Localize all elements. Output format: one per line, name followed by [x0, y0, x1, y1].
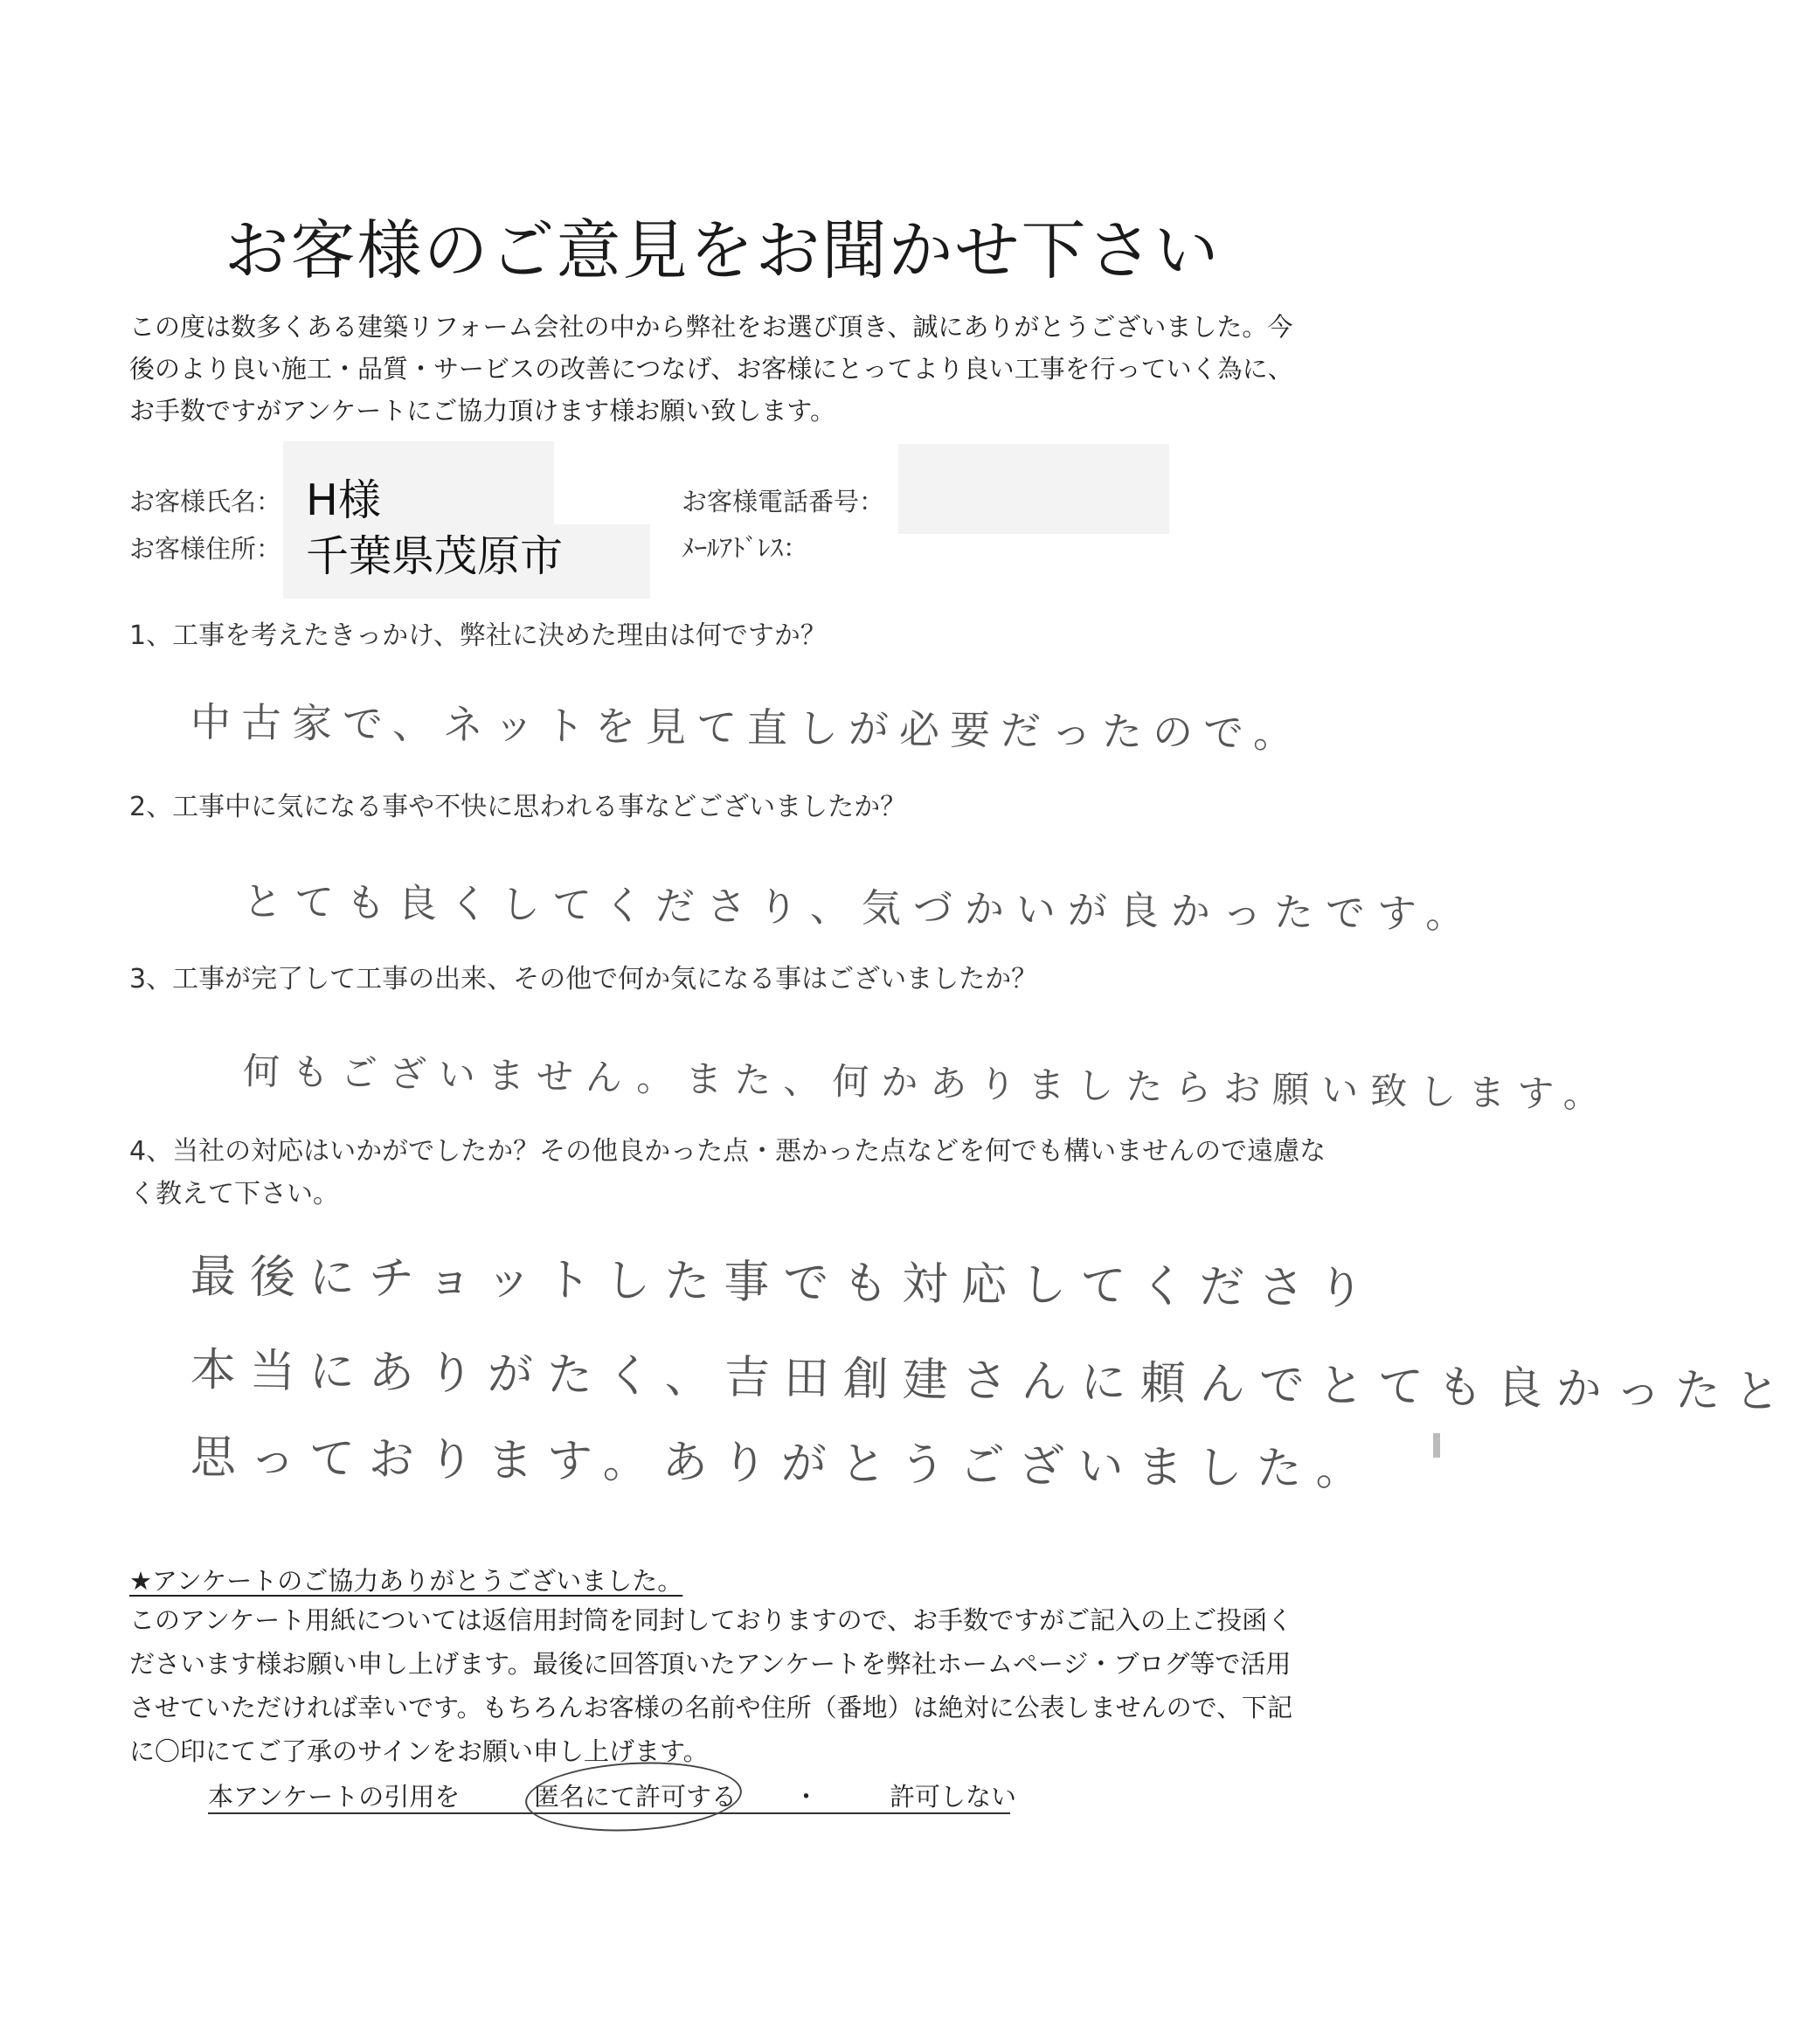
intro-line: 後のより良い施工・品質・サービスの改善につなげ、お客様にとってより良い工事を行っていく為に、 [129, 354, 1293, 384]
intro-line: お手数ですがアンケートにご協力頂けます様お願い致します。 [129, 396, 835, 426]
question-1: 1、工事を考えたきっかけ、弊社に決めた理由は何ですか？ [129, 620, 827, 651]
answer-1-handwritten: 中古家で、ネットを見て直しが必要だったので。 [190, 698, 1305, 758]
customer-phone-label: お客様電話番号： [682, 487, 885, 516]
phone-field-background [898, 444, 1169, 534]
answer-4-handwritten-line: 最後にチョットした事でも対応してくださり [190, 1251, 1378, 1316]
consent-option-anonymous[interactable]: 匿名にて許可する [534, 1782, 738, 1812]
intro-paragraph [129, 306, 1318, 432]
question-3: 3、工事が完了して工事の出来、その他で何か気になる事はございましたか？ [129, 964, 1038, 994]
closing-heading: ★アンケートのご協力ありがとうございました。 [129, 1566, 683, 1596]
answer-4-handwritten-line: 本当にありがたく、吉田創建さんに頼んでとても良かったと [190, 1344, 1794, 1419]
consent-prefix: 本アンケートの引用を [208, 1782, 461, 1812]
question-2: 2、工事中に気になる事や不快に思われる事などございましたか？ [129, 792, 907, 822]
answer-2-handwritten: とても良くしてくださり、気づかいが良かったです。 [242, 878, 1478, 938]
customer-address-label: お客様住所： [129, 534, 282, 564]
page-title: お客様のご意見をお聞かせ下さい [224, 213, 1221, 288]
closing-line: ださいます様お願い申し上げます。最後に回答頂いたアンケートを弊社ホームページ・ブログ等で活用 [129, 1649, 1292, 1679]
answer-4-handwritten-line: 思っております。ありがとうございました。 [190, 1431, 1376, 1497]
closing-line: このアンケート用紙については返信用封筒を同封しておりますので、お手数ですがご記入の上ご投函く [129, 1605, 1293, 1635]
question-4-line: 4、当社の対応はいかがでしたか？その他良かった点・悪かった点などを何でも構いませんので遠慮な [129, 1136, 1326, 1167]
intro-line: この度は数多くある建築リフォーム会社の中から弊社をお選び頂き、誠にありがとうございました。今 [129, 312, 1293, 342]
consent-option-deny[interactable]: 許可しない [890, 1782, 1017, 1812]
closing-line: に〇印にてご了承のサインをお願い申し上げます。 [129, 1736, 709, 1766]
customer-address-value: 千葉県茂原市 [306, 531, 564, 581]
address-field-background [554, 524, 650, 599]
closing-paragraph [129, 1598, 1318, 1773]
customer-email-label: ﾒｰﾙｱﾄﾞﾚｽ： [682, 533, 809, 563]
answer-3-handwritten: 何もございません。また、何かありましたらお願い致します。 [242, 1050, 1613, 1117]
closing-line: させていただければ幸いです。もちろんお客様の名前や住所（番地）は絶対に公表しませんので、下記 [129, 1693, 1293, 1722]
question-4-line: く教えて下さい。 [129, 1179, 339, 1209]
scan-edge-mark [1433, 1433, 1440, 1458]
customer-name-label: お客様氏名： [129, 487, 282, 516]
consent-separator: ・ [793, 1782, 820, 1812]
customer-name-value: H様 [306, 475, 381, 525]
